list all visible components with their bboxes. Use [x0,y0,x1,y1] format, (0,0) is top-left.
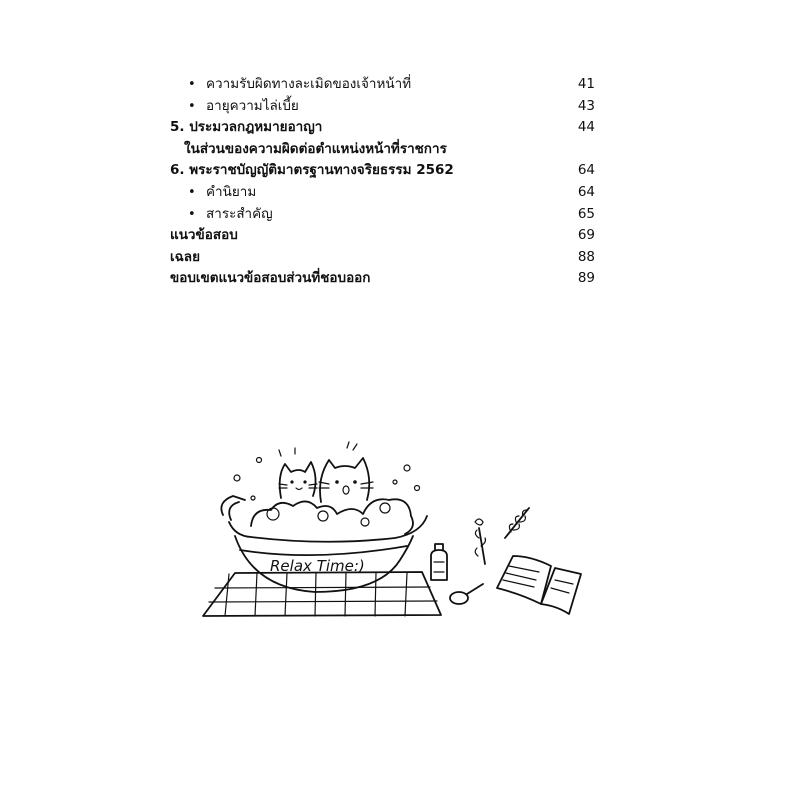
toc-entry-label: ความรับผิดทางละเมิดของเจ้าหน้าที่ [206,76,412,92]
bullet: • [188,77,196,92]
toc-entry [170,204,595,226]
toc-entry [170,74,595,96]
leaf-sprig-icon [505,508,529,538]
toc-entry-label: 5. ประมวลกฎหมายอาญา [170,119,323,136]
toc-entry-page: 64 [577,183,595,200]
toc-entry-page: 69 [577,227,595,244]
bath-illustration [195,438,565,623]
tub-text: Relax Time:) [270,557,365,575]
cat-right-icon [319,442,373,502]
toc-entry-label: เฉลย [170,248,200,265]
toc-entry [170,182,595,204]
toc-entry [170,225,595,247]
toc-entry-label: ในส่วนของความผิดต่อตำแหน่งหน้าที่ราชการ [184,140,447,157]
bath-mat [203,572,441,616]
toc-entry-page: 44 [577,119,595,136]
toc-entry-page: 88 [577,248,595,265]
bullet: • [188,184,196,200]
toc-entry-page: 89 [577,270,595,287]
toc-entry-label: คำนิยาม [206,183,257,200]
bottle-icon [431,544,447,580]
toc-entry-page: 41 [577,76,595,92]
toc-entry-label: สาระสำคัญ [206,205,273,222]
toc-entry-page: 65 [577,205,595,222]
toc-entry-page: 64 [577,162,595,179]
toc-entry-label: ขอบเขตแนวข้อสอบส่วนที่ชอบออก [170,270,371,287]
toc-entry-label: อายุความไล่เบี้ย [206,97,299,114]
bullet: • [188,206,196,222]
flower-sprig-icon [475,519,486,564]
toc-entry-continuation [170,139,595,161]
bullet: • [188,98,196,114]
brush-icon [450,584,483,604]
toc-entry-label: 6. พระราชบัญญัติมาตรฐานทางจริยธรรม 2562 [170,162,454,179]
bubbles [234,458,420,535]
book-icon [497,556,581,614]
toc-entry [170,268,595,290]
toc-entry [170,117,595,139]
bathtub [221,496,427,592]
toc-entry [170,247,595,269]
table-of-contents [170,74,595,290]
toc-entry-page: 43 [577,97,595,114]
toc-entry [170,96,595,118]
cat-left-icon [279,448,317,498]
toc-entry-label: แนวข้อสอบ [170,227,238,244]
illustration-svg [195,438,565,623]
toc-entry [170,160,595,182]
